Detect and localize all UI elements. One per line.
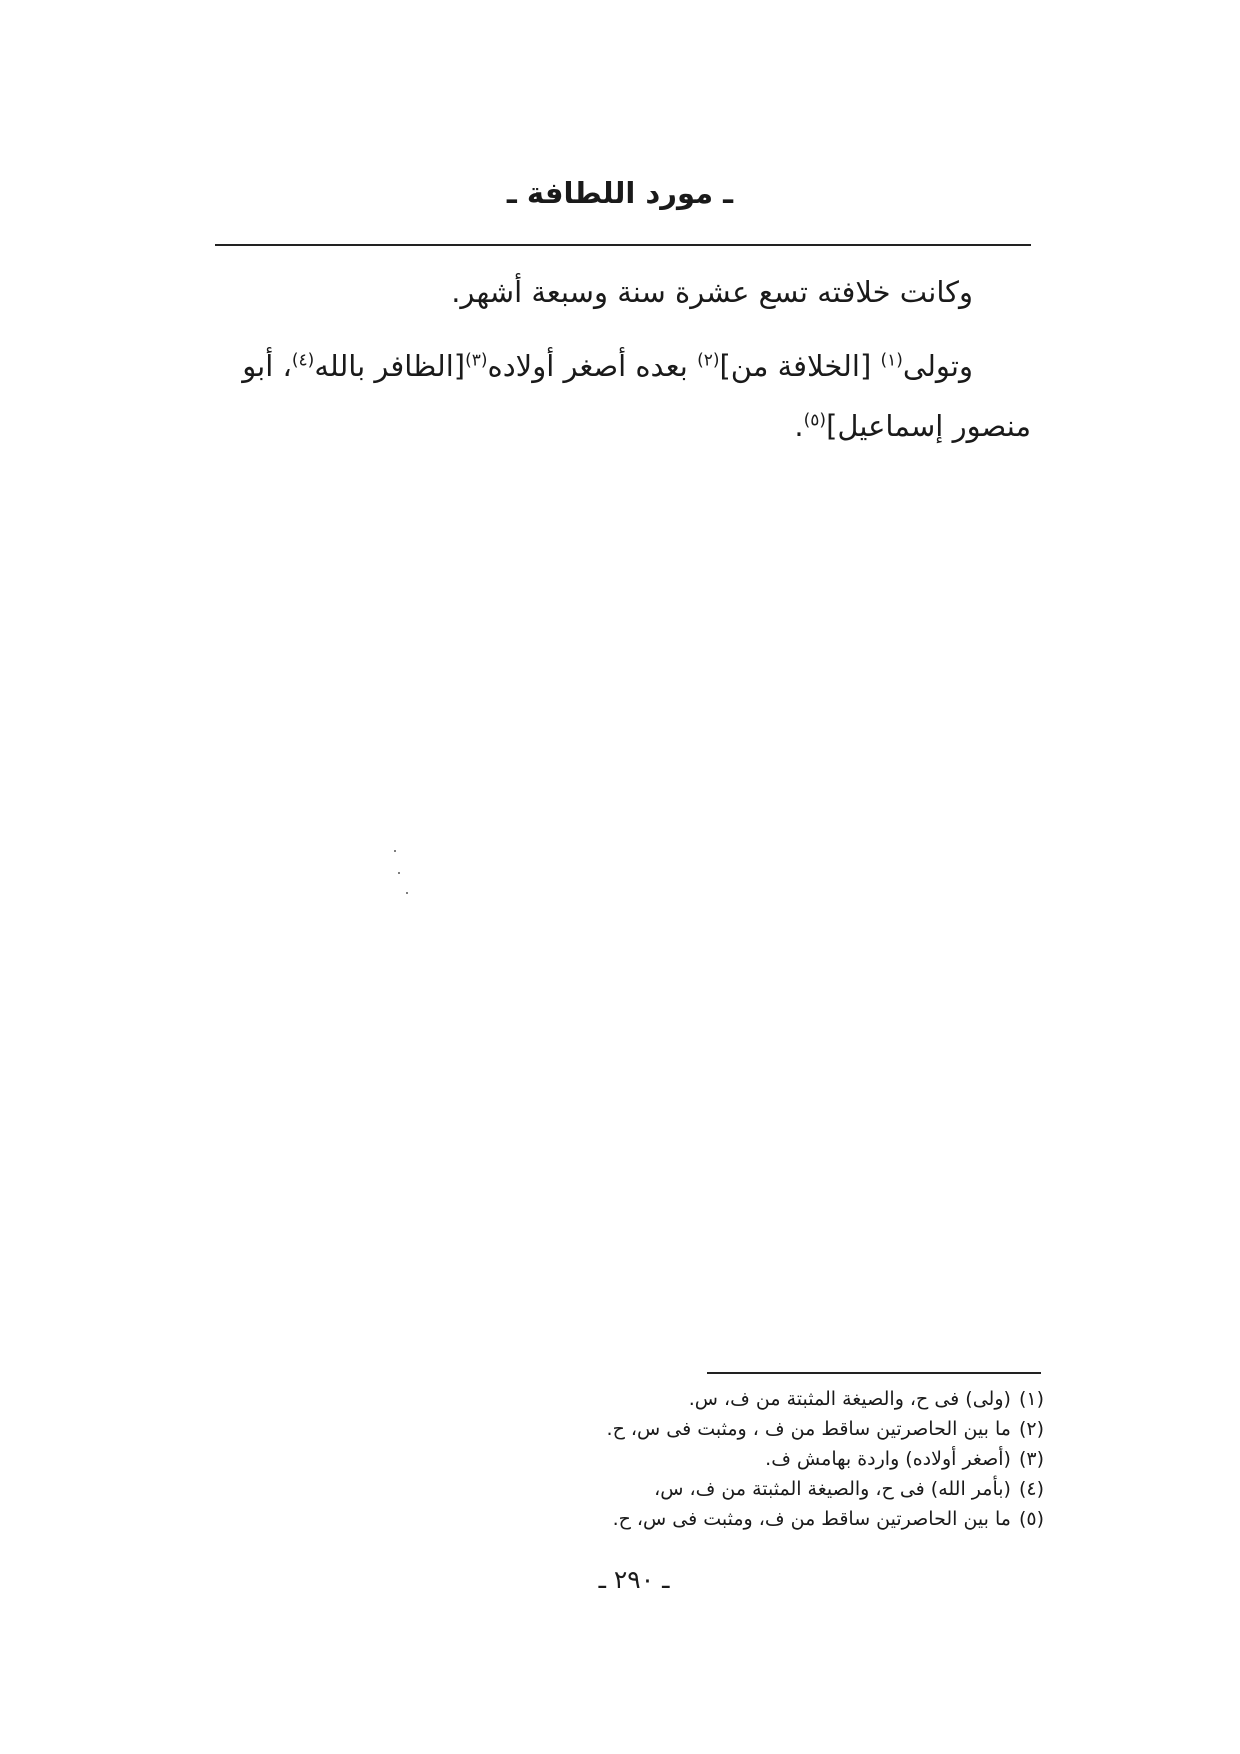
footnote-ref-1[interactable]: (١) xyxy=(880,350,903,371)
footnote-text: (بأمر الله) فى ح، والصيغة المثبتة من ف، س، xyxy=(654,1478,1011,1500)
paragraph-2-text: بعده أصغر أولاده xyxy=(487,349,698,383)
footnote-text: ما بين الحاصرتين ساقط من ف ، ومثبت فى س، ح. xyxy=(606,1418,1011,1440)
main-text xyxy=(215,262,1031,456)
footnote-text: (أصغر أولاده) واردة بهامش ف. xyxy=(765,1448,1011,1470)
footnote-number: (٢) xyxy=(1018,1418,1044,1440)
paragraph-2-text: [الظافر بالله xyxy=(314,349,466,383)
footnote-item xyxy=(560,1474,1044,1504)
footnote-number: (٣) xyxy=(1018,1448,1044,1470)
paragraph-2-text: وتولى xyxy=(902,349,973,383)
speck xyxy=(398,872,400,874)
footnotes-list xyxy=(560,1384,1044,1534)
paragraph-2-line-2 xyxy=(215,396,1031,456)
footnote-item xyxy=(560,1504,1044,1534)
footnote-number: (٥) xyxy=(1018,1508,1044,1530)
footnote-item xyxy=(560,1414,1044,1444)
footnote-text: ما بين الحاصرتين ساقط من ف، ومثبت فى س، ح. xyxy=(612,1508,1011,1530)
header-divider xyxy=(215,244,1031,246)
scan-specks xyxy=(392,850,412,896)
footnote-number: (١) xyxy=(1018,1388,1044,1410)
footnote-text: (ولى) فى ح، والصيغة المثبتة من ف، س. xyxy=(688,1388,1011,1410)
footnote-item xyxy=(560,1444,1044,1474)
speck xyxy=(394,850,396,852)
footnote-number: (٤) xyxy=(1018,1478,1044,1500)
page-number: ـ ٢٩٠ ـ xyxy=(598,1565,670,1594)
footnote-ref-4[interactable]: (٤) xyxy=(291,350,315,371)
paragraph-2-text: منصور إسماعيل] xyxy=(826,409,1031,443)
paragraph-2-text: ، أبو xyxy=(242,349,292,383)
footnote-ref-3[interactable]: (٣) xyxy=(465,350,488,371)
paragraph-2-text: . xyxy=(794,409,804,443)
footnote-ref-5[interactable]: (٥) xyxy=(803,410,827,431)
running-header: ـ مورد اللطافة ـ xyxy=(506,176,734,210)
paragraph-2-text: [الخلافة من] xyxy=(719,349,881,383)
footnote-item xyxy=(560,1384,1044,1414)
paragraph-1: وكانت خلافته تسع عشرة سنة وسبعة أشهر. xyxy=(451,275,973,309)
footnote-divider xyxy=(707,1372,1041,1374)
speck xyxy=(406,892,408,894)
paragraph-2 xyxy=(215,336,1031,456)
footnote-ref-2[interactable]: (٢) xyxy=(697,350,720,371)
